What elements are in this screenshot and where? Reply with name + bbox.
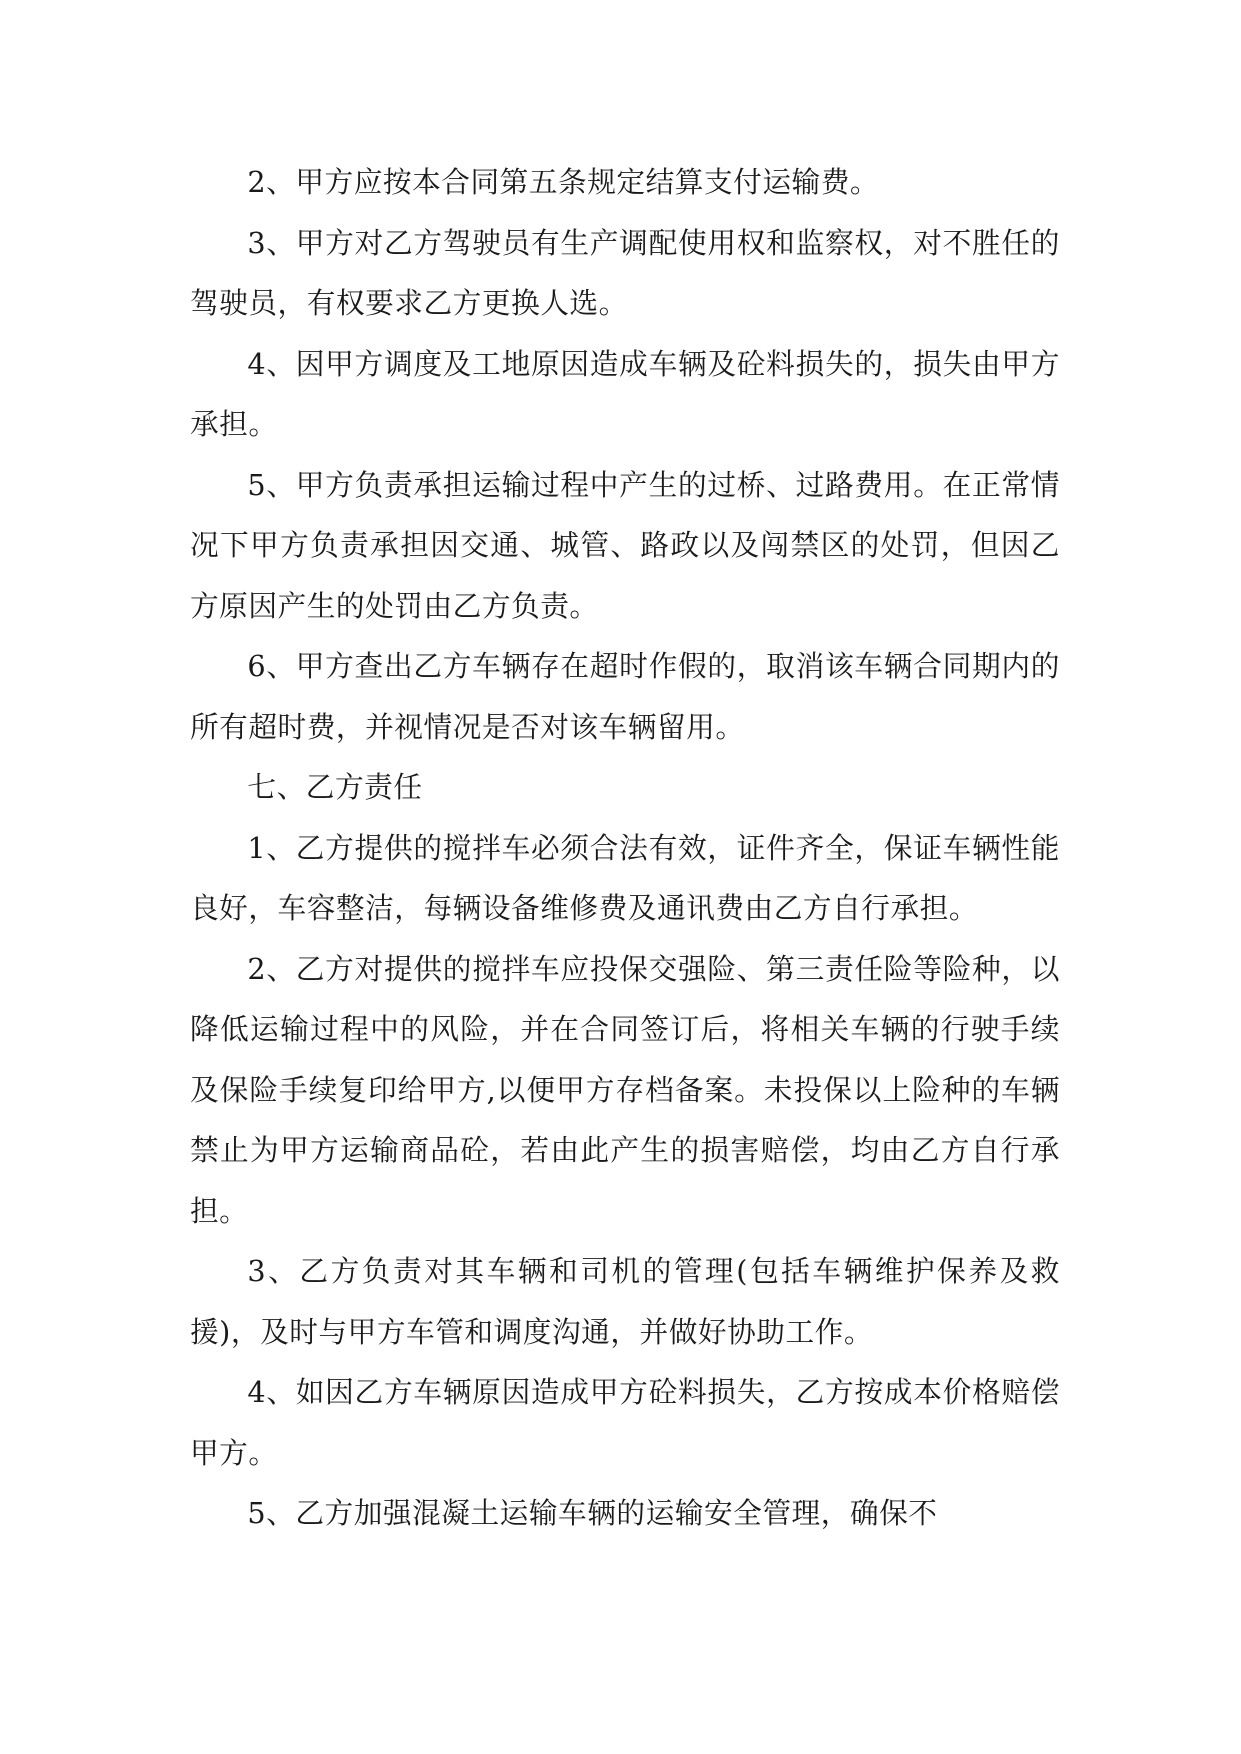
paragraph-clause-4: 4、因甲方调度及工地原因造成车辆及砼料损失的，损失由甲方承担。 (190, 346, 1060, 441)
paragraph-b-clause-1: 1、乙方提供的搅拌车必须合法有效，证件齐全，保证车辆性能良好，车容整洁，每辆设备维修费及通讯费由乙方自行承担。 (190, 830, 1060, 925)
paragraph-clause-6: 6、甲方查出乙方车辆存在超时作假的，取消该车辆合同期内的所有超时费，并视情况是否对该车辆留用。 (190, 649, 1060, 744)
paragraph-b-clause-2: 2、乙方对提供的搅拌车应投保交强险、第三责任险等险种，以降低运输过程中的风险，并在合同签订后，将相关车辆的行驶手续及保险手续复印给甲方,以便甲方存档备案。未投保以上险种的车辆禁止为甲方运输商品砼，若由此产生的损害赔偿，均由乙方自行承担。 (190, 951, 1060, 1228)
paragraph-b-clause-4: 4、如因乙方车辆原因造成甲方砼料损失，乙方按成本价格赔偿甲方。 (190, 1375, 1060, 1470)
paragraph-b-clause-5: 5、乙方加强混凝土运输车辆的运输安全管理，确保不 (247, 1496, 938, 1530)
paragraph-clause-5: 5、甲方负责承担运输过程中产生的过桥、过路费用。在正常情况下甲方负责承担因交通、城管、路政以及闯禁区的处罚，但因乙方原因产生的处罚由乙方负责。 (190, 467, 1060, 623)
paragraph-clause-3: 3、甲方对乙方驾驶员有生产调配使用权和监察权，对不胜任的驾驶员，有权要求乙方更换人选。 (190, 225, 1060, 320)
section-heading-party-b: 七、乙方责任 (247, 770, 423, 804)
document-page (190, 152, 1060, 1544)
paragraph-clause-2: 2、甲方应按本合同第五条规定结算支付运输费。 (247, 165, 880, 199)
paragraph-b-clause-3: 3、乙方负责对其车辆和司机的管理(包括车辆维护保养及救援)，及时与甲方车管和调度沟通，并做好协助工作。 (190, 1254, 1060, 1349)
